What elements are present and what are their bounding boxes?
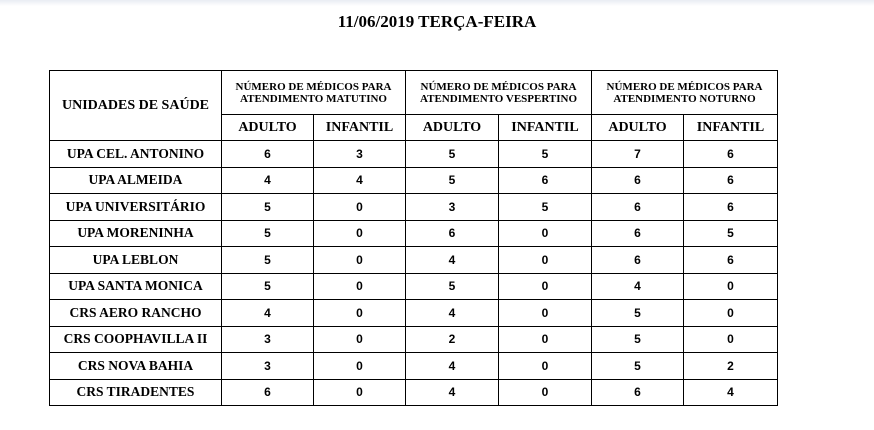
value-cell: 5 [222,194,314,221]
table-row [50,326,778,353]
value-cell: 2 [406,326,499,353]
value-cell: 0 [684,300,778,327]
value-cell: 6 [592,379,684,406]
value-cell: 5 [592,353,684,380]
value-cell: 6 [592,247,684,274]
unit-name-cell: UPA MORENINHA [50,220,222,247]
value-cell: 0 [314,273,406,300]
value-cell: 0 [314,379,406,406]
sub-header-child: INFANTIL [684,115,778,141]
value-cell: 0 [314,220,406,247]
sub-header-child: INFANTIL [314,115,406,141]
value-cell: 0 [499,247,592,274]
table-row [50,167,778,194]
value-cell: 5 [592,300,684,327]
doctor-schedule-table [49,70,778,406]
unit-name-cell: UPA CEL. ANTONINO [50,141,222,168]
value-cell: 6 [684,141,778,168]
unit-name-cell: UPA SANTA MONICA [50,273,222,300]
value-cell: 0 [499,273,592,300]
value-cell: 0 [314,194,406,221]
table-row [50,194,778,221]
unit-name-cell: UPA ALMEIDA [50,167,222,194]
table-row [50,300,778,327]
value-cell: 0 [684,273,778,300]
value-cell: 5 [592,326,684,353]
period-header-afternoon: NÚMERO DE MÉDICOS PARA ATENDIMENTO VESPERTINO [406,71,592,115]
value-cell: 5 [499,141,592,168]
value-cell: 6 [684,247,778,274]
unit-name-cell: CRS AERO RANCHO [50,300,222,327]
value-cell: 6 [499,167,592,194]
unit-name-cell: UPA UNIVERSITÁRIO [50,194,222,221]
value-cell: 5 [406,141,499,168]
table-row [50,379,778,406]
unit-name-cell: CRS COOPHAVILLA II [50,326,222,353]
value-cell: 4 [406,379,499,406]
value-cell: 4 [222,167,314,194]
value-cell: 0 [314,300,406,327]
unit-name-cell: CRS NOVA BAHIA [50,353,222,380]
value-cell: 4 [406,353,499,380]
value-cell: 5 [499,194,592,221]
value-cell: 0 [314,353,406,380]
value-cell: 5 [222,273,314,300]
value-cell: 4 [314,167,406,194]
value-cell: 3 [222,353,314,380]
table-row [50,353,778,380]
table-row [50,141,778,168]
value-cell: 0 [499,353,592,380]
value-cell: 0 [499,379,592,406]
period-header-night: NÚMERO DE MÉDICOS PARA ATENDIMENTO NOTURNO [592,71,778,115]
value-cell: 4 [406,300,499,327]
page-title: 11/06/2019 TERÇA-FEIRA [337,12,537,31]
value-cell: 0 [499,220,592,247]
table-row [50,273,778,300]
sub-header-adult: ADULTO [222,115,314,141]
value-cell: 2 [684,353,778,380]
table-row [50,247,778,274]
value-cell: 6 [222,379,314,406]
period-header-morning: NÚMERO DE MÉDICOS PARA ATENDIMENTO MATUTINO [222,71,406,115]
value-cell: 0 [314,326,406,353]
value-cell: 0 [499,326,592,353]
unit-name-cell: UPA LEBLON [50,247,222,274]
value-cell: 4 [406,247,499,274]
units-column-header: UNIDADES DE SAÚDE [50,71,222,141]
value-cell: 6 [684,167,778,194]
sub-header-child: INFANTIL [499,115,592,141]
value-cell: 4 [222,300,314,327]
value-cell: 6 [406,220,499,247]
header-row [50,71,778,115]
sub-header-adult: ADULTO [406,115,499,141]
top-strip [0,0,874,6]
value-cell: 6 [592,167,684,194]
value-cell: 7 [592,141,684,168]
value-cell: 0 [314,247,406,274]
value-cell: 6 [684,194,778,221]
value-cell: 5 [222,247,314,274]
value-cell: 5 [684,220,778,247]
value-cell: 3 [222,326,314,353]
value-cell: 6 [592,220,684,247]
value-cell: 4 [684,379,778,406]
sub-header-adult: ADULTO [592,115,684,141]
value-cell: 4 [592,273,684,300]
unit-name-cell: CRS TIRADENTES [50,379,222,406]
value-cell: 0 [499,300,592,327]
value-cell: 5 [406,167,499,194]
value-cell: 3 [406,194,499,221]
value-cell: 5 [406,273,499,300]
value-cell: 5 [222,220,314,247]
value-cell: 6 [222,141,314,168]
value-cell: 0 [684,326,778,353]
table-row [50,220,778,247]
value-cell: 3 [314,141,406,168]
value-cell: 6 [592,194,684,221]
